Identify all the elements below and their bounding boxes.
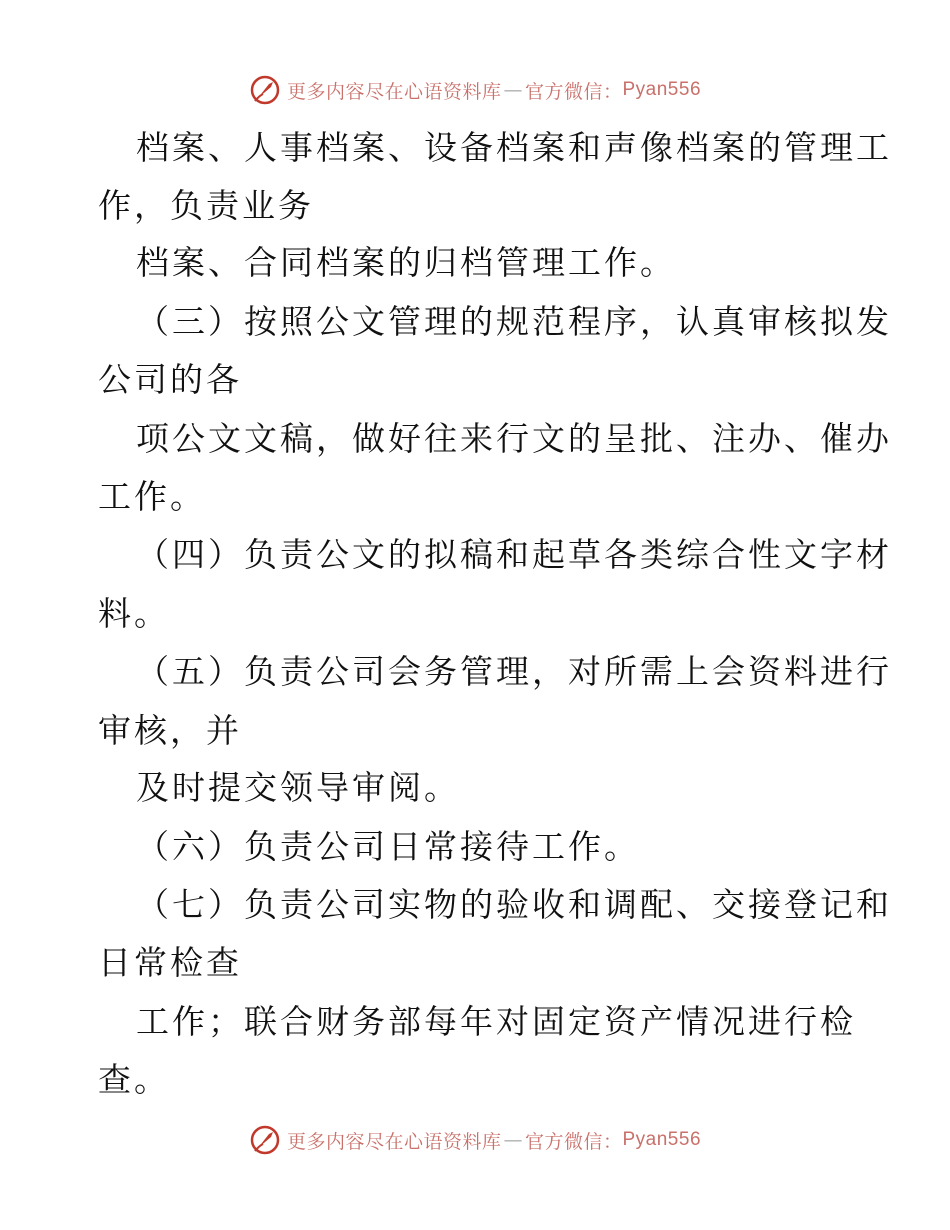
text-line: 料。 (98, 594, 170, 633)
watermark-suffix-text: 官方微信： (524, 80, 623, 103)
footer-watermark (0, 1120, 950, 1160)
text-line: 工作。 (98, 477, 206, 516)
text-line: 日常检查 (98, 943, 242, 982)
text-line: 作，负责业务 (98, 186, 314, 225)
text-line: （七）负责公司实物的验收和调配、交接登记和 (136, 885, 892, 924)
watermark-wechat-id: Pyan556 (622, 1129, 702, 1150)
quill-pen-logo-icon (249, 1124, 281, 1156)
text-line: 公司的各 (98, 360, 242, 399)
text-line: （五）负责公司会务管理，对所需上会资料进行 (136, 652, 892, 691)
text-line: 工作；联合财务部每年对固定资产情况进行检 (136, 1002, 856, 1041)
text-line: （三）按照公文管理的规范程序，认真审核拟发 (136, 302, 892, 341)
text-line: 审核，并 (98, 711, 242, 750)
watermark-wechat-id: Pyan556 (622, 79, 702, 100)
watermark-dash: — (503, 79, 523, 101)
header-watermark (0, 70, 950, 110)
text-line: 项公文文稿，做好往来行文的呈批、注办、催办 (136, 419, 892, 458)
text-line: 及时提交领导审阅。 (136, 768, 460, 807)
watermark-main-text: 更多内容尽在心语资料库 (286, 80, 502, 103)
quill-pen-logo-icon (249, 74, 281, 106)
watermark-suffix-text: 官方微信： (524, 1130, 623, 1153)
text-line: 档案、合同档案的归档管理工作。 (136, 243, 676, 282)
text-line: （六）负责公司日常接待工作。 (136, 827, 640, 866)
text-line: （四）负责公文的拟稿和起草各类综合性文字材 (136, 535, 892, 574)
text-line: 档案、人事档案、设备档案和声像档案的管理工 (136, 128, 892, 167)
watermark-dash: — (503, 1129, 523, 1151)
text-line: 查。 (98, 1060, 170, 1099)
watermark-main-text: 更多内容尽在心语资料库 (286, 1130, 502, 1153)
